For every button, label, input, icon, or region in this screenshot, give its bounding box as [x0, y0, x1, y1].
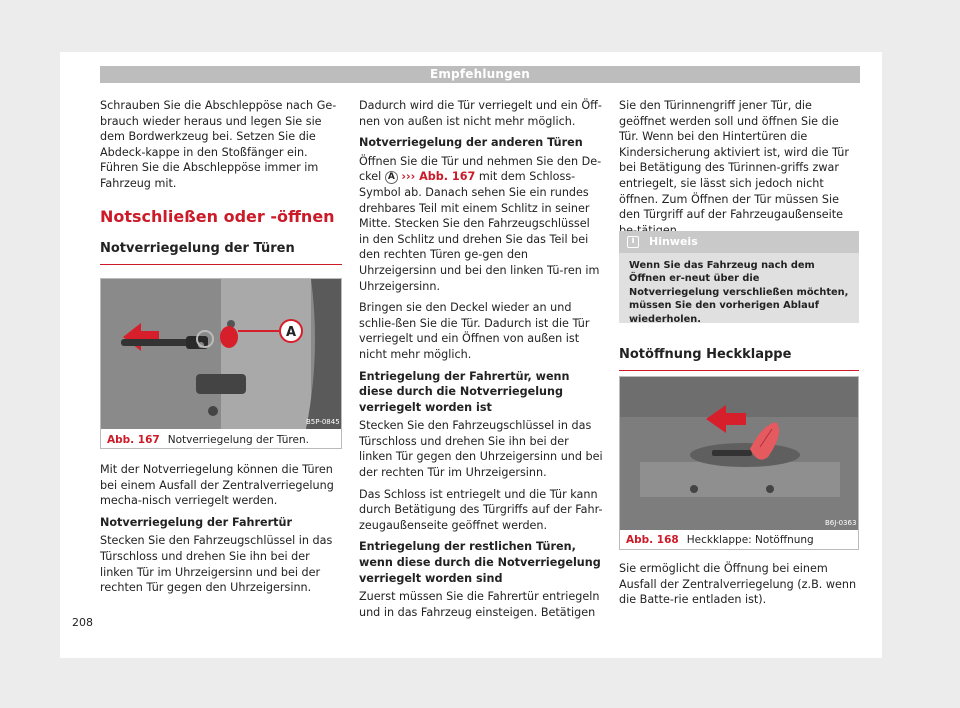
heading-rule: [619, 370, 859, 371]
heading-rule: [100, 264, 342, 265]
text-run: mit dem Schloss-Symbol ab. Danach sehen Sie ein rundes drehbares Teil mit einem Schlitz in seiner Mitte. Stecken Sie den Fahrzeugschlüssel in den Schlitz und drehen Sie das Teil bei den rechten Türen ge-gen den Uhrzeigersinn und bei den linken Tü-ren im Uhrzeigersinn.: [359, 170, 600, 293]
paragraph: [359, 154, 603, 294]
figure-door-lock: [100, 278, 342, 449]
tailgate-illustration: [620, 377, 858, 530]
paragraph: Mit der Notverriegelung können die Türen bei einem Ausfall der Zentralverriegelung mecha-nisch verriegelt werden.: [100, 463, 334, 508]
figure-number: Abb. 167: [107, 434, 160, 446]
column-3-heading: [619, 346, 859, 371]
subheading: Entriegelung der restlichen Türen, wenn diese durch die Notverriegelung verriegelt worden sind: [359, 540, 601, 585]
figure-number: Abb. 168: [626, 534, 679, 546]
figure-code: B6J-0363: [825, 519, 857, 527]
figure-reference-link[interactable]: ››› Abb. 167: [401, 170, 476, 184]
paragraph: Schrauben Sie die Abschleppöse nach Ge-brauch wieder heraus und legen Sie sie dem Bordwerkzeug bei. Setzen Sie die Abdeck-kappe in den Stoßfänger ein. Führen Sie die Abschleppöse immer im Fahrzeug mit.: [100, 99, 337, 190]
figure-code: B5P-0845: [306, 418, 340, 426]
column-3-lower: [619, 561, 859, 614]
figure-caption-text: Notverriegelung der Türen.: [167, 434, 309, 446]
paragraph: Bringen sie den Deckel wieder an und schlie-ßen Sie die Tür. Dadurch ist die Tür verriegelt und ein Öffnen von außen ist nicht mehr möglich.: [359, 301, 590, 361]
figure-caption: [101, 431, 341, 449]
figure-caption-text: Heckklappe: Notöffnung: [686, 534, 814, 546]
column-1-lower: [100, 462, 342, 602]
subheading: Entriegelung der Fahrertür, wenn diese durch die Notverriegelung verriegelt worden ist: [359, 369, 570, 414]
section-header: Empfehlungen: [100, 66, 860, 83]
hint-title: Hinweis: [649, 235, 698, 248]
paragraph: Stecken Sie den Fahrzeugschlüssel in das Türschloss und drehen Sie ihn bei der linken Tür im Uhrzeigersinn und bei der rechten Tür gegen den Uhrzeigersinn.: [100, 534, 333, 595]
subheading: Notverriegelung der anderen Türen: [359, 136, 583, 150]
paragraph: Stecken Sie den Fahrzeugschlüssel in das Türschloss und drehen Sie ihn bei der linken Tür gegen den Uhrzeigersinn und bei der rechten Tür im Uhrzeigersinn.: [359, 419, 603, 480]
hint-box: [619, 231, 859, 323]
paragraph: Dadurch wird die Tür verriegelt und ein Öff-nen von außen ist nicht mehr möglich.: [359, 99, 602, 128]
figure-tailgate: [619, 376, 859, 550]
figure-caption: [620, 531, 858, 549]
subsection-heading: Notöffnung Heckklappe: [619, 347, 792, 362]
section-heading: Notschließen oder -öffnen: [100, 206, 335, 226]
callout-a-inline: A: [385, 171, 398, 184]
column-1: [100, 98, 342, 265]
paragraph: Sie den Türinnengriff jener Tür, die geöffnet werden soll und öffnen Sie die Tür. Wenn bei den Hintertüren die Kindersicherung aktiviert ist, wird die Tür bei Betätigung des Türinnen-griffs zwar entriegelt, sie lässt sich jedoch nicht öffnen. Zum Öffnen der Tür müssen Sie den Türgriff auf der Fahrzeugaußenseite: [619, 99, 849, 222]
page-number: 208: [72, 616, 93, 629]
hint-header: [619, 231, 859, 253]
subsection-heading: Notverriegelung der Türen: [100, 240, 295, 256]
column-3: [619, 98, 859, 244]
door-lock-illustration: [101, 279, 341, 429]
info-icon: i: [627, 236, 639, 248]
hint-text: Wenn Sie das Fahrzeug nach dem Öffnen er-neut über die Notverriegelung verschließen möchten, müssen Sie den vorherigen Ablauf wiederholen.: [629, 260, 849, 325]
text-run: Öffnen Sie die Tür und nehmen Sie den De-ckel: [359, 154, 602, 184]
paragraph: Zuerst müssen Sie die Fahrertür entriegeln und in das Fahrzeug einsteigen. Betätigen: [359, 590, 600, 619]
column-2: [359, 98, 603, 626]
paragraph: Sie ermöglicht die Öffnung bei einem Ausfall der Zentralverriegelung (z.B. wenn die Batte-rie entladen ist).: [619, 562, 857, 607]
paragraph: Das Schloss ist entriegelt und die Tür kann durch Betätigung des Türgriffs auf der Fahr-zeugaußenseite geöffnet werden.: [359, 487, 603, 532]
callout-a: A: [285, 325, 297, 340]
subheading: Notverriegelung der Fahrertür: [100, 515, 292, 529]
